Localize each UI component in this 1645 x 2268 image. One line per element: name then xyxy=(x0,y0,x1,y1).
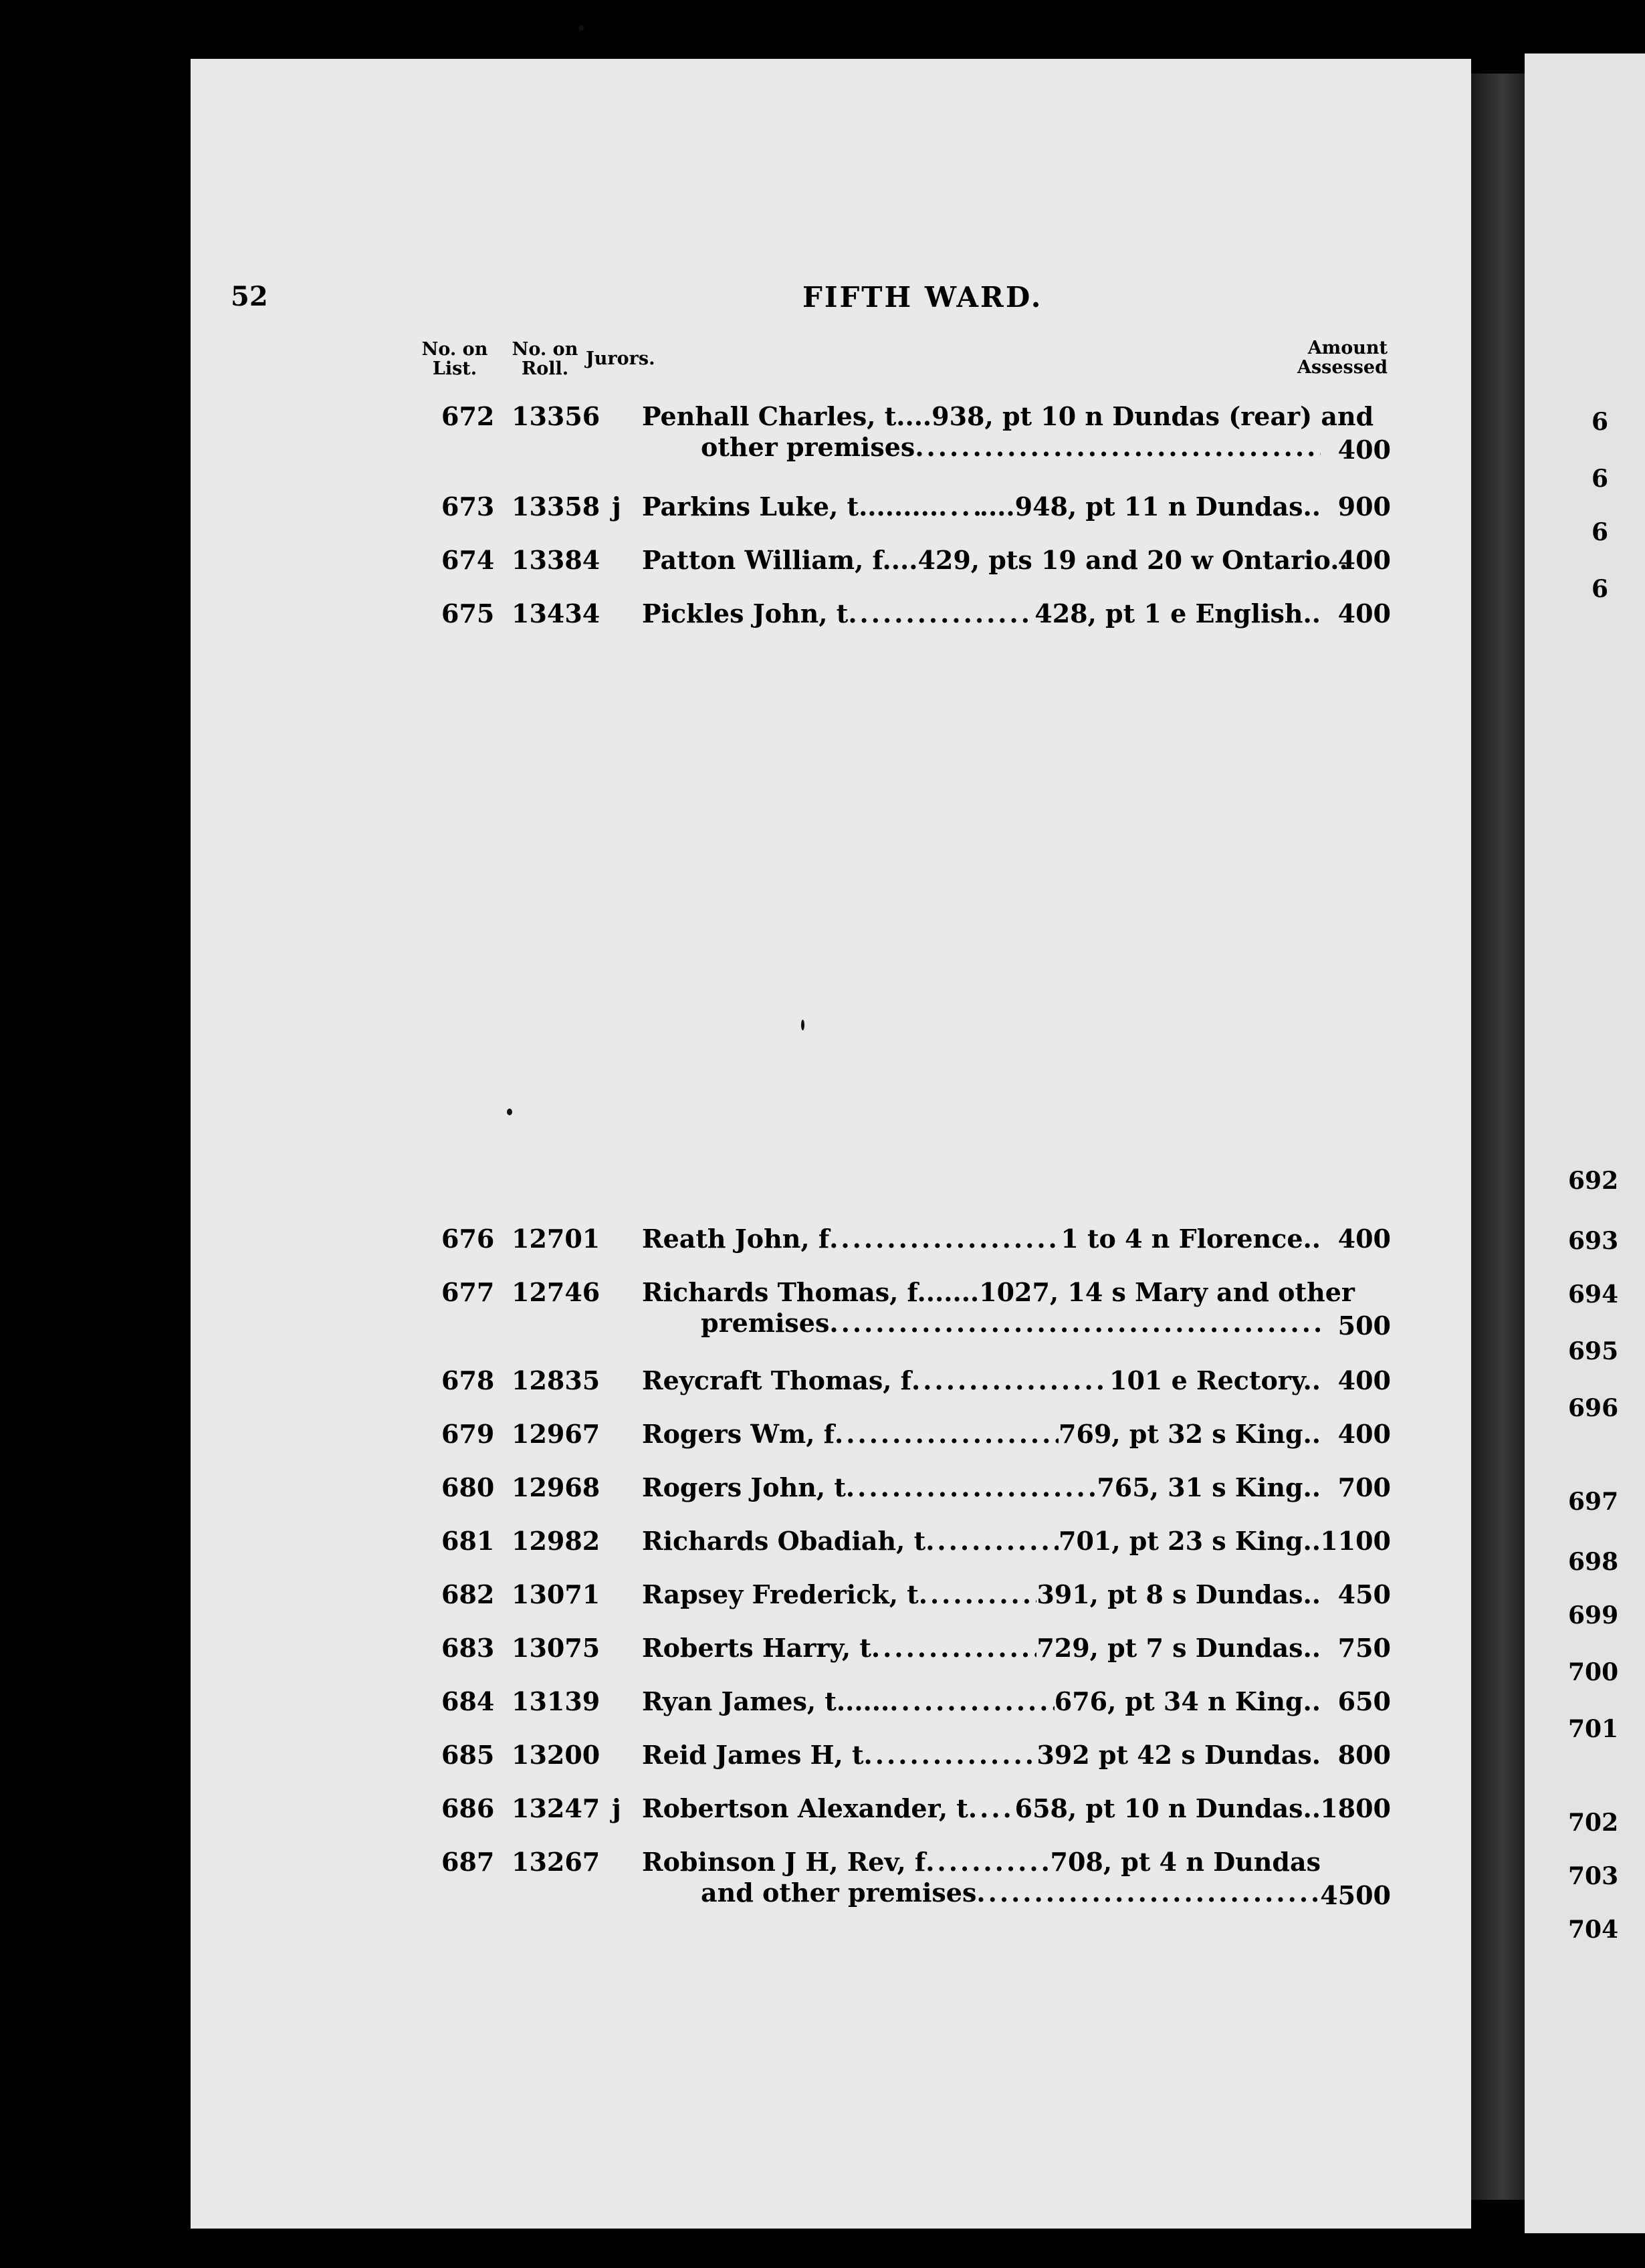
owner-name: Penhall Charles, t.... xyxy=(642,401,932,431)
roll-number: 13384 xyxy=(512,545,600,575)
property-description: ....948, pt 11 n Dundas.. xyxy=(979,491,1321,522)
owner-name: Richards Thomas, f....... xyxy=(642,1277,980,1307)
roll-number: 13434 xyxy=(512,598,600,629)
list-number: 673 xyxy=(441,491,495,522)
entry-line xyxy=(642,1633,1321,1664)
entry-line xyxy=(642,1419,1321,1450)
adjacent-list-number: 6 xyxy=(1592,575,1609,603)
amount-assessed: 900 xyxy=(1337,491,1391,522)
entry-line xyxy=(642,545,1348,576)
leader-dots xyxy=(889,1686,1055,1717)
adjacent-list-number: 694 xyxy=(1568,1280,1619,1309)
entry-line xyxy=(642,1365,1321,1396)
owner-name: Rogers Wm, f xyxy=(642,1419,835,1449)
property-description: 391, pt 8 s Dundas.. xyxy=(1036,1579,1321,1609)
entry-continuation xyxy=(642,1878,1321,1908)
owner-name: Rapsey Frederick, t xyxy=(642,1579,919,1609)
ink-speck xyxy=(578,25,584,31)
list-number: 687 xyxy=(441,1847,495,1877)
leader-dots xyxy=(915,432,1321,463)
adjacent-list-number: 693 xyxy=(1568,1227,1619,1255)
list-number: 682 xyxy=(441,1579,495,1609)
list-number: 675 xyxy=(441,598,495,629)
ledger-entry xyxy=(642,1472,1321,1503)
property-description: 1 to 4 n Florence.. xyxy=(1061,1224,1321,1254)
adjacent-list-number: 692 xyxy=(1568,1167,1619,1195)
entry-line xyxy=(642,1740,1321,1771)
amount-assessed: 400 xyxy=(1337,1419,1391,1449)
adjacent-header-fragment: No Li xyxy=(88,334,143,354)
owner-name: Rogers John, t xyxy=(642,1472,846,1502)
list-number: 683 xyxy=(441,1633,495,1663)
property-description: 729, pt 7 s Dundas.. xyxy=(1036,1633,1321,1663)
adjacent-list-number: 703 xyxy=(1568,1862,1619,1890)
roll-number: 12967 xyxy=(512,1419,600,1449)
ink-speck xyxy=(801,1020,804,1030)
roll-number: 13356 xyxy=(512,401,600,431)
list-number: 679 xyxy=(441,1419,495,1449)
leader-dots xyxy=(871,1633,1036,1664)
ink-speck xyxy=(507,1109,512,1115)
ledger-entry xyxy=(642,1365,1321,1396)
owner-name: Ryan James, t...... xyxy=(642,1686,890,1716)
leader-dots xyxy=(968,1793,1015,1824)
amount-assessed: 400 xyxy=(1337,545,1391,575)
property-description: 769, pt 32 s King.. xyxy=(1059,1419,1321,1449)
leader-dots xyxy=(864,1740,1037,1771)
adjacent-list-number: 6 xyxy=(1592,408,1609,436)
ledger-entry xyxy=(642,545,1348,576)
adjacent-list-number: 700 xyxy=(1568,1658,1619,1686)
property-description: 428, pt 1 e English.. xyxy=(1034,598,1321,629)
ledger-entry xyxy=(642,1526,1321,1557)
continuation-text: premises xyxy=(701,1308,830,1338)
owner-name: Robinson J H, Rev, f xyxy=(642,1847,926,1877)
property-description: 392 pt 42 s Dundas. xyxy=(1036,1740,1321,1770)
list-number: 681 xyxy=(441,1526,495,1556)
list-number: 686 xyxy=(441,1793,495,1823)
ledger-entry xyxy=(642,1633,1321,1664)
amount-assessed: 800 xyxy=(1337,1740,1391,1770)
continuation-text: other premises xyxy=(701,432,915,462)
entry-line xyxy=(642,1686,1321,1717)
owner-name: Parkins Luke, t......... xyxy=(642,491,939,522)
property-description: 658, pt 10 n Dundas.. xyxy=(1014,1793,1321,1823)
ledger-entry xyxy=(642,1277,1355,1339)
entry-line xyxy=(642,1579,1321,1610)
amount-assessed: 400 xyxy=(1337,1224,1391,1254)
roll-number: 12746 xyxy=(512,1277,600,1307)
ward-title: FIFTH WARD. xyxy=(802,281,1043,314)
leader-dots xyxy=(925,1847,1050,1878)
amount-assessed: 1100 xyxy=(1320,1526,1391,1556)
amount-assessed: 450 xyxy=(1337,1579,1391,1609)
owner-name: Roberts Harry, t xyxy=(642,1633,871,1663)
amount-assessed: 400 xyxy=(1337,1365,1391,1395)
ledger-entry xyxy=(642,1419,1321,1450)
property-description: 701, pt 23 s King.. xyxy=(1059,1526,1321,1556)
entry-line xyxy=(642,491,1321,522)
adjacent-list-number: 698 xyxy=(1568,1548,1619,1576)
adjacent-list-number: 695 xyxy=(1568,1337,1619,1365)
property-description: 765, 31 s King.. xyxy=(1097,1472,1321,1502)
entry-line xyxy=(642,1847,1321,1878)
ledger-entry xyxy=(642,1793,1321,1824)
list-number: 685 xyxy=(441,1740,495,1770)
list-number: 684 xyxy=(441,1686,495,1716)
list-number: 676 xyxy=(441,1224,495,1254)
amount-assessed: 500 xyxy=(1337,1311,1391,1341)
adjacent-list-number: 697 xyxy=(1568,1488,1619,1516)
owner-name: Patton William, f.... xyxy=(642,545,918,575)
entry-line xyxy=(642,401,1374,432)
roll-number: 13358 xyxy=(512,491,600,522)
roll-number: 12982 xyxy=(512,1526,600,1556)
adjacent-page-edge xyxy=(1525,53,1645,2233)
property-description: 101 e Rectory.. xyxy=(1109,1365,1321,1395)
list-number: 672 xyxy=(441,401,495,431)
page-number: 52 xyxy=(231,281,268,312)
leader-dots xyxy=(919,1579,1037,1610)
list-number: 677 xyxy=(441,1277,495,1307)
amount-assessed: 1800 xyxy=(1320,1793,1391,1823)
amount-assessed: 400 xyxy=(1337,598,1391,629)
ledger-entry xyxy=(642,1686,1321,1717)
leader-dots xyxy=(829,1224,1061,1254)
entry-line xyxy=(642,1277,1355,1308)
adjacent-list-number: 702 xyxy=(1568,1809,1619,1837)
leader-dots xyxy=(938,491,980,522)
entry-line xyxy=(642,1526,1321,1557)
property-description: 676, pt 34 n King.. xyxy=(1054,1686,1321,1716)
amount-assessed: 700 xyxy=(1337,1472,1391,1502)
roll-number: 13139 xyxy=(512,1686,600,1716)
owner-name: Reid James H, t xyxy=(642,1740,864,1770)
owner-name: Reath John, f xyxy=(642,1224,830,1254)
property-description: 938, pt 10 n Dundas (rear) and xyxy=(931,401,1374,431)
property-description: 1027, 14 s Mary and other xyxy=(979,1277,1355,1307)
juror-mark: j xyxy=(612,491,621,522)
leader-dots xyxy=(846,1472,1097,1503)
roll-number: 12835 xyxy=(512,1365,600,1395)
adjacent-list-number: 696 xyxy=(1568,1394,1619,1422)
continuation-text: and other premises xyxy=(701,1878,977,1908)
list-number: 674 xyxy=(441,545,495,575)
ledger-entry xyxy=(642,1224,1321,1254)
leader-dots xyxy=(848,598,1034,629)
owner-name: Richards Obadiah, t xyxy=(642,1526,926,1556)
entry-line xyxy=(642,1472,1321,1503)
leader-dots xyxy=(911,1365,1109,1396)
adjacent-list-number: 6 xyxy=(1592,518,1609,546)
owner-name: Pickles John, t xyxy=(642,598,849,629)
roll-number: 12968 xyxy=(512,1472,600,1502)
entry-line xyxy=(642,598,1321,629)
adjacent-list-number: 701 xyxy=(1568,1715,1619,1743)
roll-number: 13267 xyxy=(512,1847,600,1877)
juror-mark: j xyxy=(612,1793,621,1823)
leader-dots xyxy=(976,1878,1321,1908)
owner-name: Robertson Alexander, t xyxy=(642,1793,968,1823)
owner-name: Reycraft Thomas, f xyxy=(642,1365,912,1395)
header-jurors: Jurors. xyxy=(586,348,655,369)
amount-assessed: 750 xyxy=(1337,1633,1391,1663)
header-amount-assessed: Amount Assessed xyxy=(1297,338,1388,378)
ledger-entry xyxy=(642,491,1321,522)
roll-number: 12701 xyxy=(512,1224,600,1254)
amount-assessed: 400 xyxy=(1337,435,1391,465)
roll-number: 13071 xyxy=(512,1579,600,1609)
adjacent-list-number: 704 xyxy=(1568,1916,1619,1944)
book-spine xyxy=(1471,74,1525,2200)
roll-number: 13075 xyxy=(512,1633,600,1663)
leader-dots xyxy=(829,1308,1321,1339)
adjacent-list-number: 6 xyxy=(1592,465,1609,493)
property-description: 708, pt 4 n Dundas xyxy=(1050,1847,1321,1877)
leader-dots xyxy=(925,1526,1059,1557)
adjacent-list-number: 699 xyxy=(1568,1601,1619,1629)
leader-dots xyxy=(835,1419,1059,1450)
amount-assessed: 650 xyxy=(1337,1686,1391,1716)
entry-continuation xyxy=(642,1308,1321,1339)
list-number: 680 xyxy=(441,1472,495,1502)
header-list-number: No. on List. xyxy=(421,339,488,379)
ledger-entry xyxy=(642,598,1321,629)
roll-number: 13247 xyxy=(512,1793,600,1823)
amount-assessed: 4500 xyxy=(1320,1880,1391,1910)
list-number: 678 xyxy=(441,1365,495,1395)
header-roll-number: No. on Roll. xyxy=(512,339,578,379)
property-description: 429, pts 19 and 20 w Ontario.. xyxy=(917,545,1348,575)
entry-line xyxy=(642,1224,1321,1254)
ledger-entry xyxy=(642,1579,1321,1610)
ledger-entry xyxy=(642,1740,1321,1771)
entry-continuation xyxy=(642,432,1321,463)
ledger-entry xyxy=(642,1847,1321,1908)
entry-line xyxy=(642,1793,1321,1824)
roll-number: 13200 xyxy=(512,1740,600,1770)
